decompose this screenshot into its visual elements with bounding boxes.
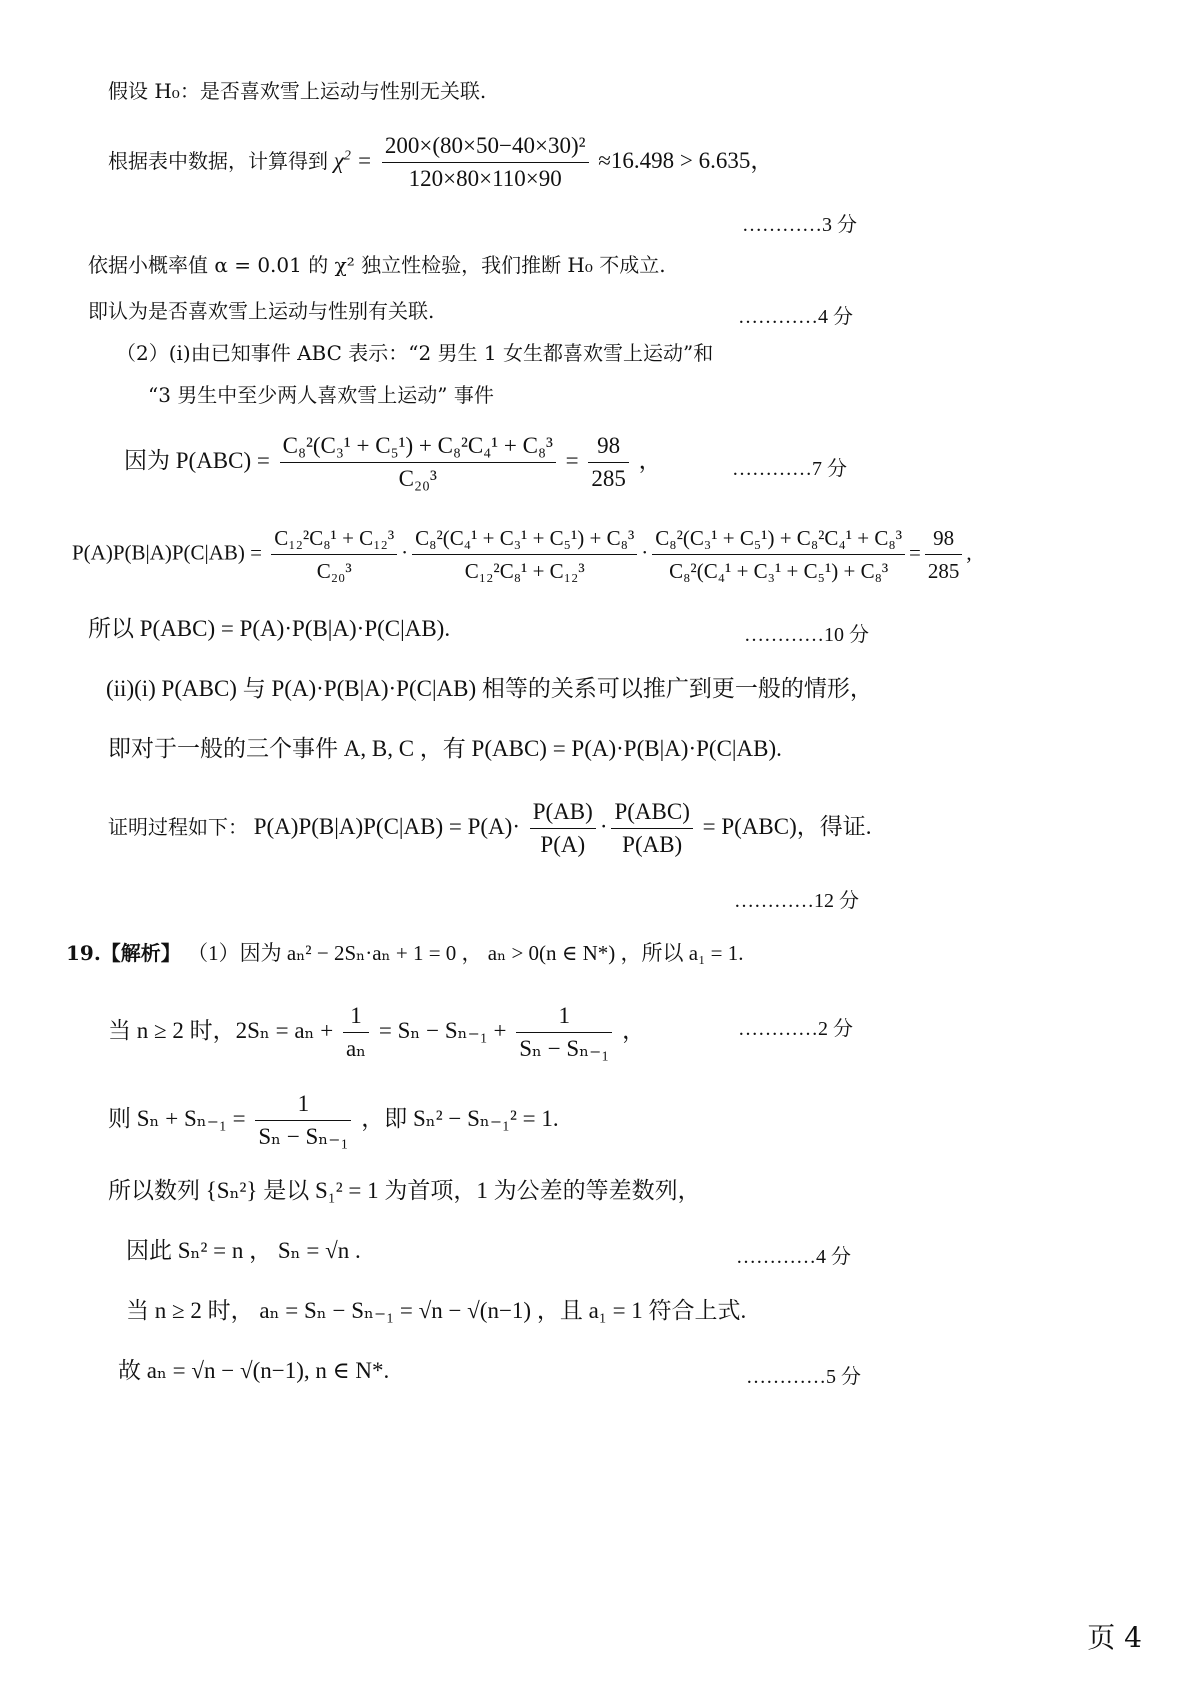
- proof-f1-num: P(AB): [530, 796, 596, 829]
- then-prefix: 则 Sₙ + Sₙ₋₁ =: [108, 1105, 246, 1131]
- pabc-result-den: 285: [591, 466, 626, 491]
- then-frac: [255, 1088, 351, 1153]
- product-f1-num: C₁₂²C₈¹ + C₁₂³: [271, 522, 397, 555]
- seq-line: 所以数列 {Sₙ²} 是以 S₁² = 1 为首项，1 为公差的等差数列，: [108, 1178, 701, 1203]
- score-4: …………4 分: [738, 306, 853, 328]
- score-10: …………10 分: [744, 624, 869, 646]
- proof-frac-2: [611, 796, 692, 861]
- product-r-den: 285: [927, 559, 960, 583]
- pabc-denominator: C₂₀³: [398, 466, 437, 491]
- part2-intro: （2）(i)由已知事件 ABC 表示：“2 男生 1 女生都喜欢雪上运动”和: [116, 341, 714, 365]
- product-f2-num: C₈²(C₄¹ + C₃¹ + C₅¹) + C₈³: [412, 522, 637, 555]
- page-number: 页 4: [1087, 1621, 1142, 1654]
- product-f3-num: C₈²(C₃¹ + C₅¹) + C₈²C₄¹ + C₈³: [652, 522, 905, 555]
- n2-frac-1: [343, 1000, 369, 1065]
- chi-symbol: $\chi^2$ =: [333, 147, 373, 173]
- product-f3-den: C₈²(C₄¹ + C₃¹ + C₅¹) + C₈³: [669, 559, 889, 583]
- score-2: …………2 分: [738, 1018, 853, 1040]
- product-lhs: P(A)P(B|A)P(C|AB) =: [72, 540, 263, 565]
- proof-prefix: 证明过程如下：: [108, 814, 248, 839]
- conclusion-line: 即认为是否喜欢雪上运动与性别有关联.: [88, 299, 435, 323]
- pabc-eq: =: [565, 447, 579, 473]
- then-suffix: ，即 Sₙ² − Sₙ₋₁² = 1.: [361, 1105, 559, 1131]
- general-line: 即对于一般的三个事件 A, B, C ，有 P(ABC) = P(A)·P(B|A)·P(C|AB).: [108, 736, 782, 761]
- n2-frac-2: [516, 1000, 612, 1065]
- proof-lhs: P(A)P(B|A)P(C|AB) = P(A)·: [253, 813, 520, 839]
- proof-f1-den: P(A): [540, 832, 586, 857]
- q19-line: [66, 940, 743, 966]
- score-5: …………5 分: [746, 1366, 861, 1388]
- chi-numerator: 200×(80×50−40×30)²: [382, 130, 589, 163]
- hence-line: 因此 Sₙ² = n ， Sₙ = √n .: [126, 1238, 361, 1263]
- final-line: 故 aₙ = √n − √(n−1), n ∈ N*.: [118, 1358, 390, 1383]
- n2-prefix: 当 n ≥ 2 时，2Sₙ = aₙ +: [108, 1017, 334, 1043]
- part2-intro2: “3 男生中至少两人喜欢雪上运动” 事件: [148, 383, 494, 407]
- then-f-den: Sₙ − Sₙ₋₁: [258, 1124, 349, 1149]
- score-3: …………3 分: [742, 214, 857, 236]
- n2-mid: = Sₙ − Sₙ₋₁ +: [378, 1017, 507, 1043]
- n2-f2-num: 1: [516, 1000, 612, 1033]
- product-f1-den: C₂₀³: [316, 559, 352, 583]
- n2-line: [108, 1000, 645, 1065]
- proof-line: 证明过程如下： P(A)P(B|A)P(C|AB) = P(A)· $\frac{P(AB)}{P(A)}$ · $\frac{\text{P(ABC)}}{P(AB)}$ = P(ABC)，得证.: [108, 796, 872, 861]
- score-12: …………12 分: [734, 890, 859, 912]
- pabc-result-num: 98: [588, 430, 629, 463]
- n2-f1-den: aₙ: [345, 1036, 367, 1061]
- pabc-suffix: ，: [638, 447, 662, 473]
- q19-text: （1）因为 aₙ² − 2Sₙ·aₙ + 1 = 0 ， aₙ > 0(n ∈ N*) ，所以 a₁ = 1.: [187, 941, 744, 965]
- chi-square-line: [108, 130, 773, 195]
- hypothesis-line: 假设 H₀：是否喜欢雪上运动与性别无关联.: [108, 79, 487, 103]
- chi-prefix: 根据表中数据，计算得到: [108, 148, 328, 173]
- an-line: 当 n ≥ 2 时， aₙ = Sₙ − Sₙ₋₁ = √n − √(n−1) ，且 a₁ = 1 符合上式.: [126, 1298, 747, 1323]
- pabc-fraction: [280, 430, 556, 495]
- product-r-num: 98: [925, 522, 963, 555]
- n2-f1-num: 1: [343, 1000, 369, 1033]
- proof-f2-den: P(AB): [622, 832, 683, 857]
- n2-f2-den: Sₙ − Sₙ₋₁: [519, 1036, 610, 1061]
- pabc-numerator: C₈²(C₃¹ + C₅¹) + C₈²C₄¹ + C₈³: [280, 430, 556, 463]
- product-f2-den: C₁₂²C₈¹ + C₁₂³: [464, 559, 585, 583]
- score-4b: …………4 分: [736, 1246, 851, 1268]
- chi-denominator: 120×80×110×90: [408, 166, 562, 191]
- so-line: 所以 P(ABC) = P(A)·P(B|A)·P(C|AB).: [88, 616, 451, 641]
- product-frac-2: [412, 522, 637, 587]
- product-result: [925, 522, 963, 587]
- product-frac-3: [652, 522, 905, 587]
- q19-label: 19.【解析】: [66, 941, 181, 965]
- pabc-prefix: 因为 P(ABC) =: [124, 447, 270, 473]
- chi-result: ≈16.498 > 6.635，: [598, 147, 774, 173]
- proof-frac-1: [530, 796, 596, 861]
- score-7: …………7 分: [732, 458, 847, 480]
- ii-line: (ii)(i) P(ABC) 与 P(A)·P(B|A)·P(C|AB) 相等的关系可以推广到更一般的情形，: [106, 676, 873, 701]
- then-line: [108, 1088, 559, 1153]
- proof-suffix: = P(ABC)，得证.: [702, 813, 872, 839]
- n2-suffix: ，: [622, 1017, 646, 1043]
- product-frac-1: [271, 522, 397, 587]
- product-line: P(A)P(B|A)P(C|AB) = $\frac{\text{C₁₂²C₈¹ + C₁₂³}}{\text{C₂₀³}}$ · $\frac{\text{C₈²(C₄¹ + C₃¹ + C₅¹) + C₈³}}{\text{C₁₂²C₈¹ + C₁₂³}}$ · $\frac{\text{C₈²(C₃¹ + C₅¹) + C₈²C₄¹ + C₈³}}{\text{C₈²(C₄¹ + C₃¹ + C₅¹) + C₈³}}$ = $\frac{98}{285}$ ,: [72, 522, 972, 587]
- proof-f2-num: P(ABC): [611, 796, 692, 829]
- pabc-result-fraction: [588, 430, 629, 495]
- chi-fraction: [382, 130, 589, 195]
- pabc-line: [124, 430, 662, 495]
- alpha-line: 依据小概率值 α = 0.01 的 χ² 独立性检验，我们推断 H₀ 不成立.: [88, 253, 666, 277]
- then-f-num: 1: [255, 1088, 351, 1121]
